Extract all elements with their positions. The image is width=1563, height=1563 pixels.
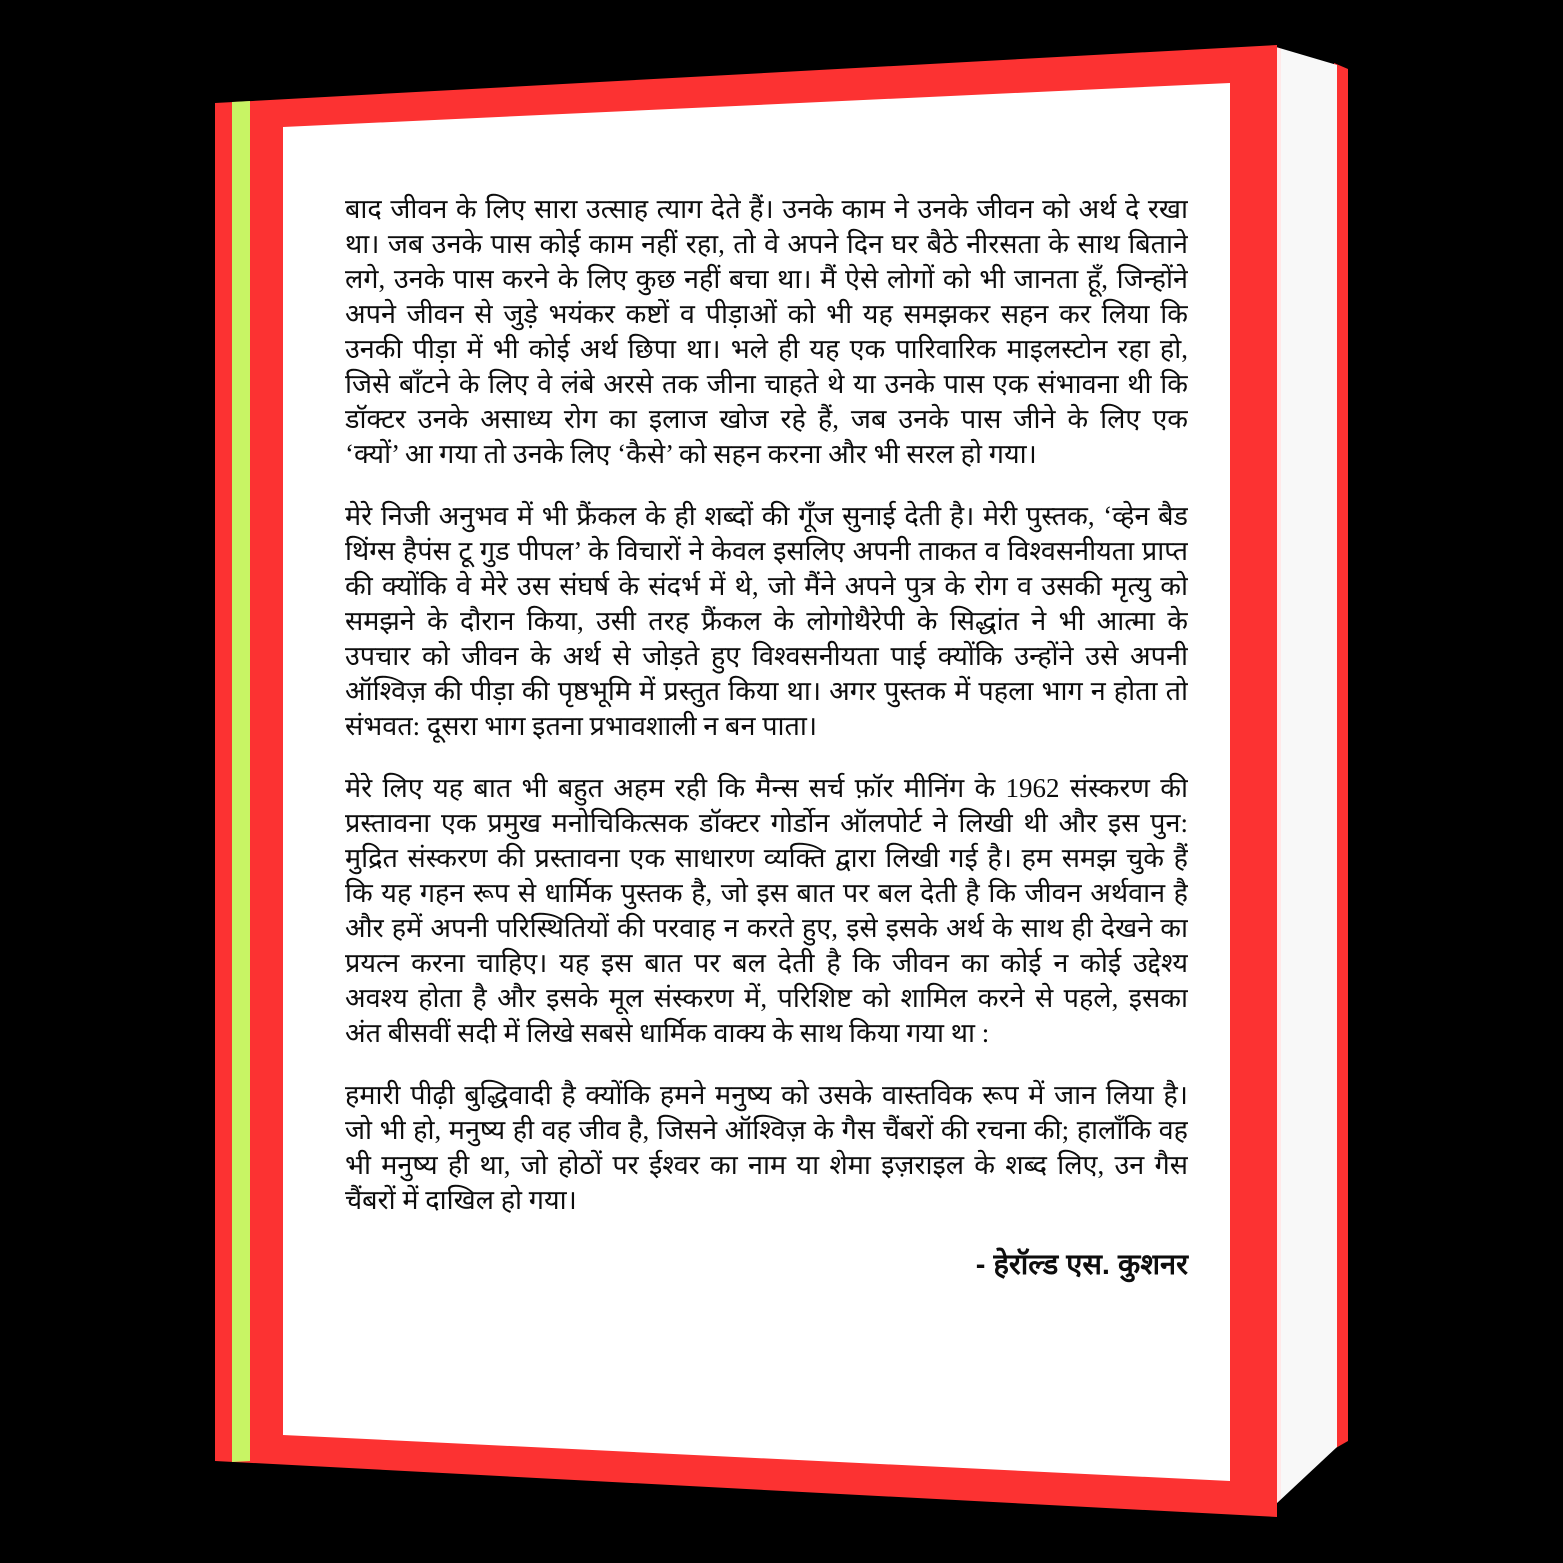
text-line: अंत बीसवीं सदी में लिखे सबसे धार्मिक वाक्य के साथ किया गया था : — [345, 1018, 990, 1048]
text-line: और हमें अपनी परिस्थितियों की परवाह न करते हुए, इसे इसके अर्थ के साथ ही देखने का — [345, 913, 1188, 943]
text-line: अपने जीवन से जुड़े भयंकर कष्टों व पीड़ाओं को भी यह समझकर सहन कर लिया कि — [345, 299, 1188, 329]
text-line: ‘क्यों’ आ गया तो उनके लिए ‘कैसे’ को सहन करना और भी सरल हो गया। — [345, 439, 1037, 469]
text-line: जो भी हो, मनुष्य ही वह जीव है, जिसने ऑश्विज़ के गैस चैंबरों की रचना की; हालाँकि वह — [345, 1115, 1188, 1145]
paragraph — [345, 499, 1188, 744]
text-line: जिसे बाँटने के लिए वे लंबे अरसे तक जीना चाहते थे या उनके पास एक संभावना थी कि — [345, 369, 1188, 399]
text-line: कि यह गहन रूप से धार्मिक पुस्तक है, जो इस बात पर बल देती है कि जीवन अर्थवान है — [345, 878, 1188, 908]
text-line: उनकी पीड़ा में भी कोई अर्थ छिपा था। भले ही यह एक पारिवारिक माइलस्टोन रहा हो, — [345, 334, 1188, 364]
paragraph — [345, 192, 1188, 472]
text-line: मेरे लिए यह बात भी बहुत अहम रही कि मैन्स सर्च फ़ॉर मीनिंग के 1962 संस्करण की — [345, 773, 1188, 803]
text-line: डॉक्टर उनके असाध्य रोग का इलाज खोज रहे हैं, जब उनके पास जीने के लिए एक — [345, 404, 1188, 434]
text-line: थिंग्स हैपंस टू गुड पीपल’ के विचारों ने केवल इसलिए अपनी ताकत व विश्वसनीयता प्राप्त — [345, 536, 1188, 566]
text-line: ऑश्विज़ की पीड़ा की पृष्ठभूमि में प्रस्तुत किया था। अगर पुस्तक में पहला भाग न होता तो — [345, 676, 1188, 706]
text-line: प्रस्तावना एक प्रमुख मनोचिकित्सक डॉक्टर गोर्डोन ऑलपोर्ट ने लिखी थी और इस पुन: — [345, 808, 1188, 838]
paragraph — [345, 771, 1188, 1051]
text-line: प्रयत्न करना चाहिए। यह इस बात पर बल देती है कि जीवन का कोई न कोई उद्देश्य — [345, 948, 1188, 978]
text-line: मुद्रित संस्करण की प्रस्तावना एक साधारण व्यक्ति द्वारा लिखी गई है। हम समझ चुके हैं — [345, 843, 1188, 873]
author-signature: - हेरॉल्ड एस. कुशनर — [975, 1249, 1188, 1281]
text-line: भी मनुष्य ही था, जो होठों पर ईश्वर का नाम या शेमा इज़राइल के शब्द लिए, उन गैस — [345, 1150, 1188, 1180]
text-line: हमारी पीढ़ी बुद्धिवादी है क्योंकि हमने मनुष्य को उसके वास्तविक रूप में जान लिया है। — [345, 1080, 1188, 1110]
text-line: समझने के दौरान किया, उसी तरह फ्रैंकल के लोगोथैरेपी के सिद्धांत ने भी आत्मा के — [345, 606, 1188, 636]
text-line: की क्योंकि वे मेरे उस संघर्ष के संदर्भ में थे, जो मैंने अपने पुत्र के रोग व उसकी मृत्यु को — [345, 571, 1188, 601]
paragraph — [345, 1078, 1188, 1218]
text-line: अवश्य होता है और इसके मूल संस्करण में, परिशिष्ट को शामिल करने से पहले, इसका — [345, 983, 1188, 1013]
page-text — [345, 192, 1188, 1283]
text-line: मेरे निजी अनुभव में भी फ्रैंकल के ही शब्दों की गूँज सुनाई देती है। मेरी पुस्तक, ‘व्हेन बैड — [345, 501, 1188, 531]
text-line: चैंबरों में दाखिल हो गया। — [345, 1185, 577, 1215]
text-line: उपचार को जीवन के अर्थ से जोड़ते हुए विश्वसनीयता पाई क्योंकि उन्होंने उसे अपनी — [345, 641, 1188, 671]
text-line: बाद जीवन के लिए सारा उत्साह त्याग देते हैं। उनके काम ने उनके जीवन को अर्थ दे रखा — [345, 194, 1188, 224]
text-line: लगे, उनके पास करने के लिए कुछ नहीं बचा था। मैं ऐसे लोगों को भी जानता हूँ, जिन्होंने — [345, 264, 1188, 294]
text-line: संभवत: दूसरा भाग इतना प्रभावशाली न बन पाता। — [345, 711, 818, 741]
text-line: था। जब उनके पास कोई काम नहीं रहा, तो वे अपने दिन घर बैठे नीरसता के साथ बिताने — [345, 229, 1188, 259]
